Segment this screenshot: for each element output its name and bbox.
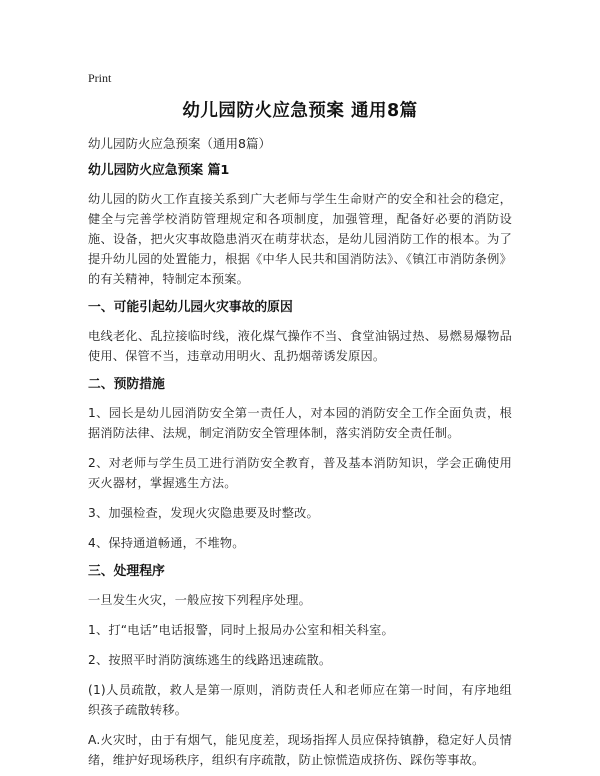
intro-paragraph: 幼儿园的防火工作直接关系到广大老师与学生生命财产的安全和社会的稳定，健全与完善学校消防管理规定和各项制度，加强管理，配备好必要的消防设施、设备，把火灾事故隐患消灭在萌芽状态，是幼儿园消防工作的根本。为了提升幼儿园的处置能力，根据《中华人民共和国消防法》、《镇江市消防条例》的有关精神，特制定本预案。 [88, 192, 512, 286]
print-label: Print [88, 71, 112, 85]
section-heading: 幼儿园防火应急预案 篇1 [88, 163, 230, 178]
part2-item: 2、对老师与学生员工进行消防安全教育，普及基本消防知识，学会正确使用灭火器材，掌握逃生方法。 [88, 456, 512, 490]
part3-item: (1)人员疏散，救人是第一原则，消防责任人和老师应在第一时间，有序地组织孩子疏散转移。 [88, 683, 512, 717]
part3-item: 2、按照平时消防演练逃生的线路迅速疏散。 [88, 653, 332, 667]
part3-heading: 三、处理程序 [88, 564, 165, 579]
part2-heading: 二、预防措施 [88, 377, 165, 392]
part2-item: 4、保持通道畅通，不堆物。 [88, 536, 245, 550]
part3-item: 1、打“电话”电话报警，同时上报局办公室和相关科室。 [88, 623, 394, 637]
part2-item: 1、园长是幼儿园消防安全第一责任人，对本园的消防安全工作全面负责，根据消防法律、法规，制定消防安全管理体制，落实消防安全责任制。 [88, 406, 512, 440]
page-title: 幼儿园防火应急预案 通用8篇 [182, 101, 418, 121]
part2-item: 3、加强检查，发现火灾隐患要及时整改。 [88, 506, 319, 520]
document-subtitle: 幼儿园防火应急预案（通用8篇） [88, 136, 271, 151]
part1-heading: 一、可能引起幼儿园火灾事故的原因 [88, 300, 293, 315]
part3-item: 一旦发生火灾，一般应按下列程序处理。 [88, 593, 311, 607]
part1-paragraph: 电线老化、乱拉接临时线，液化煤气操作不当、食堂油锅过热、易燃易爆物品使用、保管不当，违章动用明火、乱扔烟蒂诱发原因。 [88, 329, 512, 363]
document-body [88, 162, 512, 770]
part3-item: A.火灾时，由于有烟气，能见度差，现场指挥人员应保持镇静，稳定好人员情绪，维护好现场秩序，组织有序疏散，防止惊慌造成挤伤、踩伤等事故。 [88, 733, 512, 767]
